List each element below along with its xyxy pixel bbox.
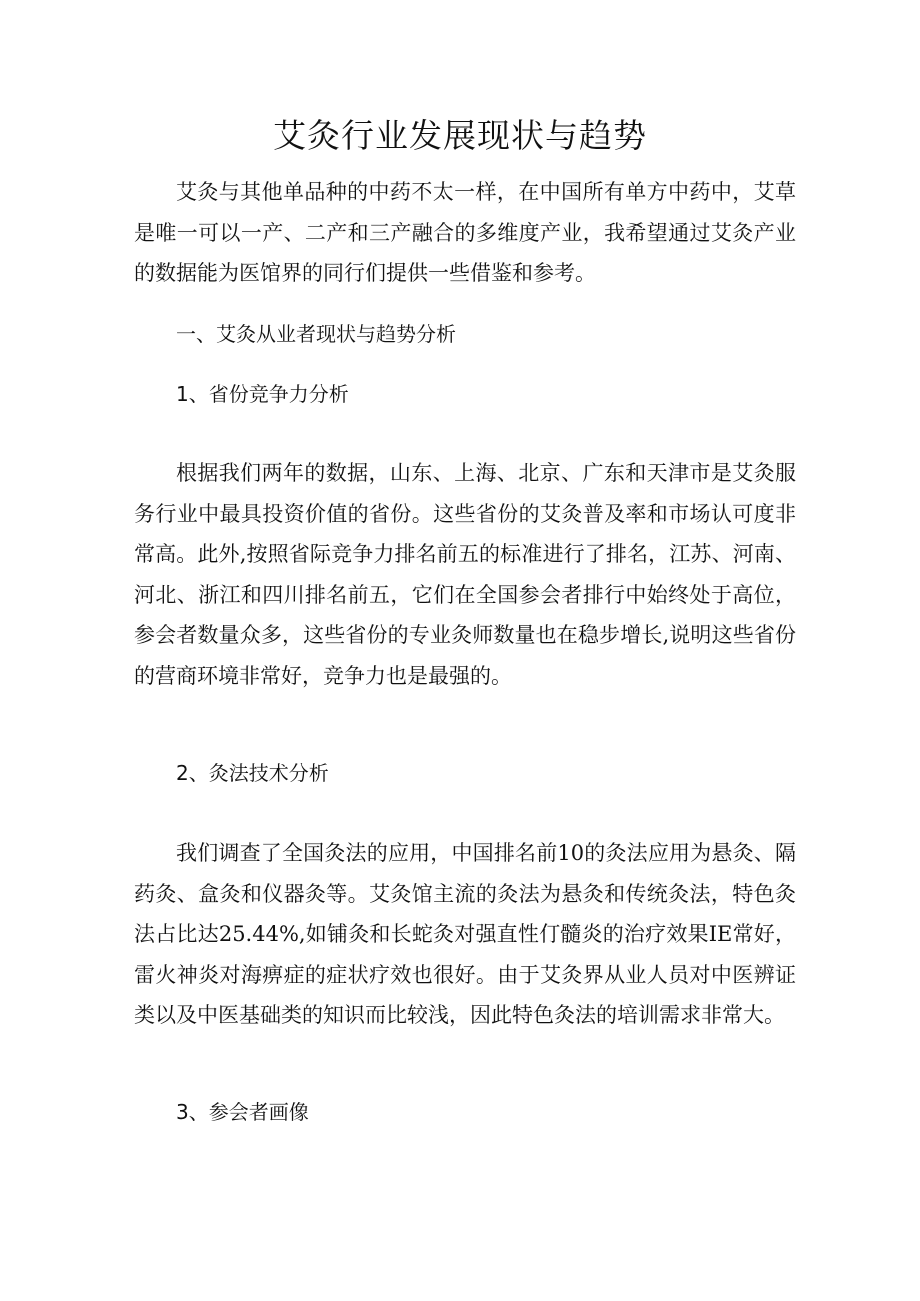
section-heading-practitioners: 一、艾灸从业者现状与趋势分析 — [176, 322, 456, 346]
intro-paragraph: 艾灸与其他单品种的中药不太一样，在中国所有单方中药中，艾草是唯一可以一产、二产和三产融合的多维度产业，我希望通过艾灸产业的数据能为医馆界的同行们提供一些借鉴和参考。 — [134, 180, 796, 286]
subsection-heading-techniques: 2、灸法技术分析 — [176, 761, 329, 785]
techniques-paragraph: 我们调查了全国灸法的应用，中国排名前10的灸法应用为悬灸、隔药灸、盒灸和仪器灸等。艾灸馆主流的灸法为悬灸和传统灸法，特色灸法占比达25.44%,如铺灸和长蛇灸对强直性仃髓炎的治疗效果IE常好，雷火神炎对海痹症的症状疗效也很好。由于艾灸界从业人员对中医辨证类以及中医基础类的知识而比较浅，因此特色灸法的培训需求非常大。 — [134, 841, 796, 1028]
provinces-paragraph: 根据我们两年的数据，山东、上海、北京、广东和天津市是艾灸服务行业中最具投资价值的省份。这些省份的艾灸普及率和市场认可度非常高。此外,按照省际竞争力排名前五的标准进行了排名，江苏、河南、河北、浙江和四川排名前五，它们在全国参会者排行中始终处于高位，参会者数量众多，这些省份的专业灸师数量也在稳步增长,说明这些省份的营商环境非常好，竞争力也是最强的。 — [134, 461, 796, 688]
subsection-heading-participants: 3、参会者画像 — [176, 1100, 309, 1124]
subsection-heading-provinces: 1、省份竞争力分析 — [176, 382, 349, 406]
document-title: 艾灸行业发展现状与趋势 — [273, 116, 647, 155]
